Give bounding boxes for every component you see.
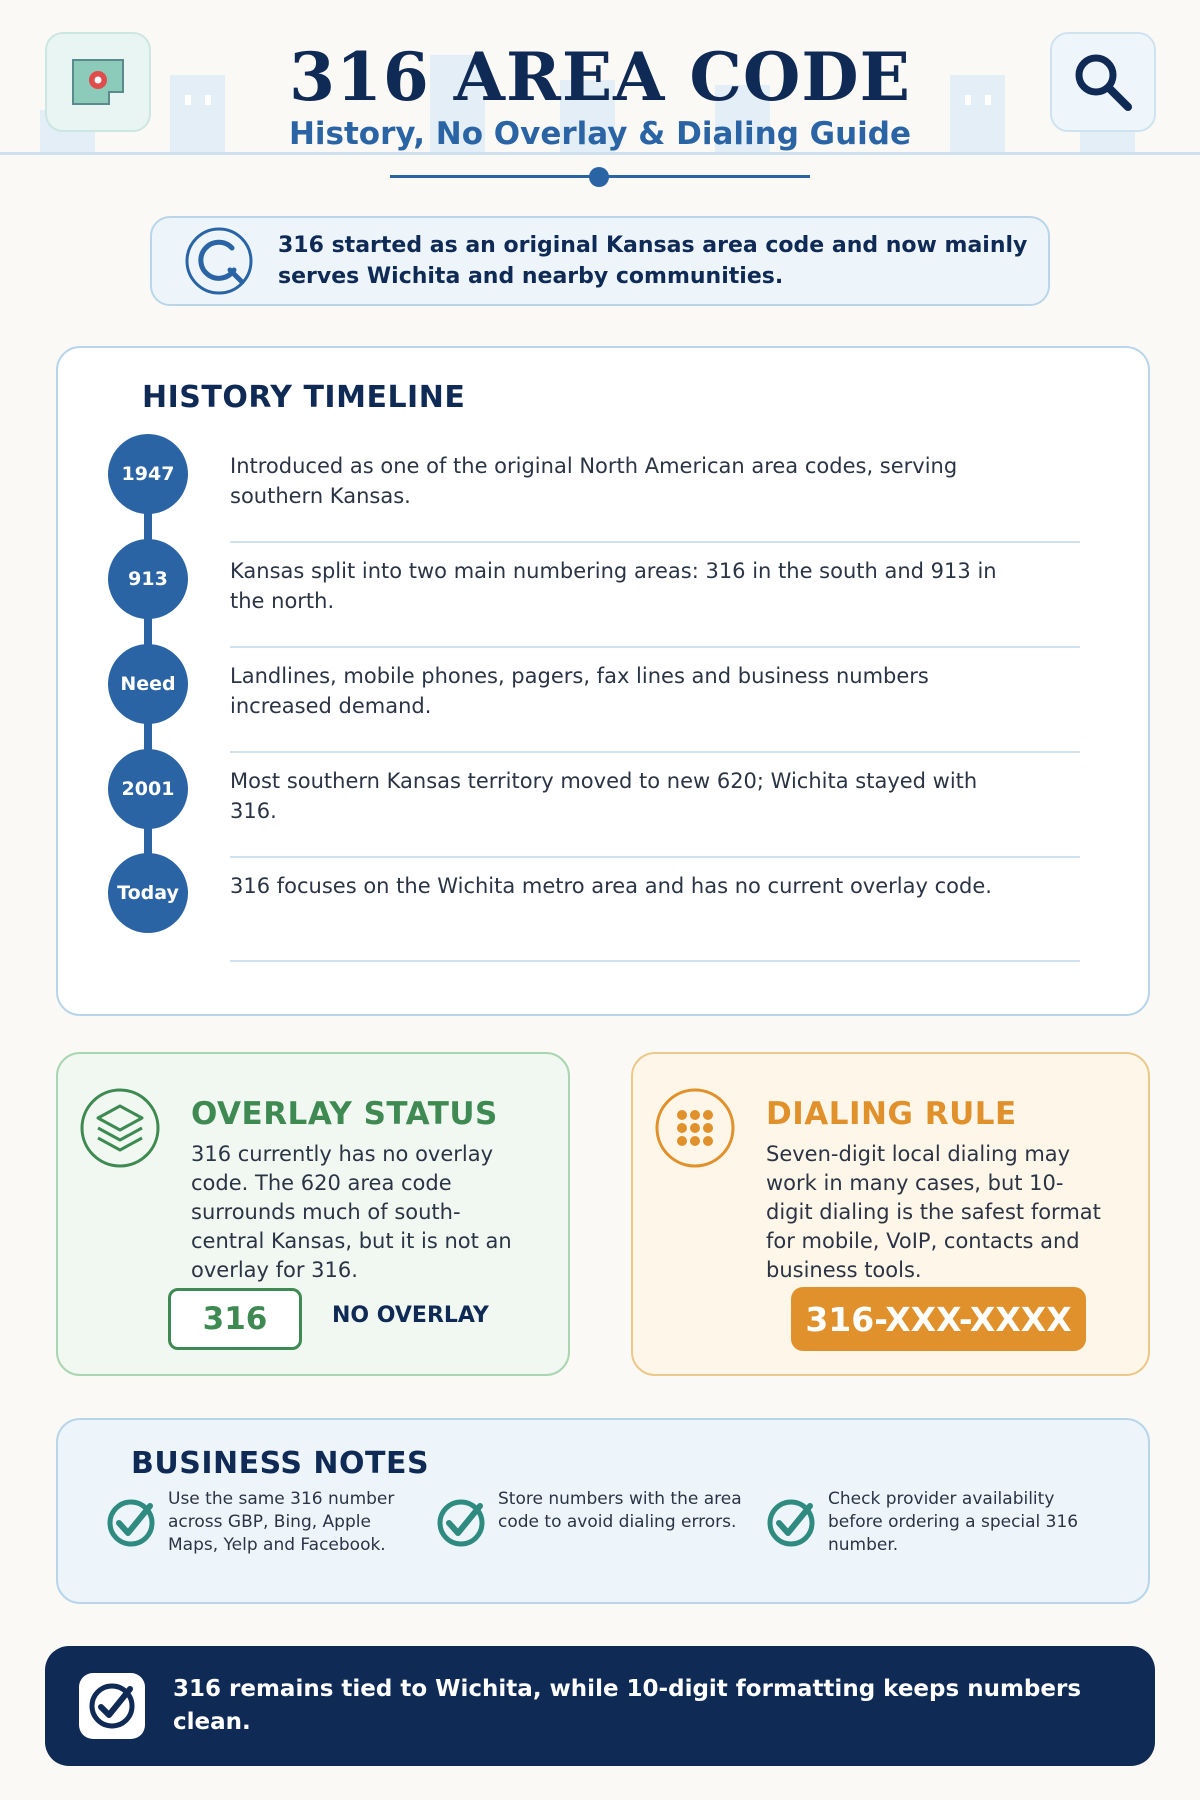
timeline-text: Most southern Kansas territory moved to new 620; Wichita stayed with 316. [230,769,978,823]
timeline-text: 316 focuses on the Wichita metro area and has no current overlay code. [230,874,992,898]
overlay-body: 316 currently has no overlay code. The 620 area code surrounds much of south-central Kansas, but it is not an overlay for 316. [191,1142,512,1282]
overlay-status-label: NO OVERLAY [332,1303,489,1328]
business-note-text: Use the same 316 number across GBP, Bing, Apple Maps, Yelp and Facebook. [168,1489,395,1555]
timeline-heading: HISTORY TIMELINE [142,380,466,415]
dialing-heading: DIALING RULE [766,1096,1017,1132]
timeline-divider [230,646,1080,648]
timeline-divider [230,856,1080,858]
timeline-badge: Need [108,644,188,724]
check-badge-icon [79,1673,145,1739]
layers-icon [80,1088,160,1168]
header-divider [0,152,1200,155]
timeline-divider [230,541,1080,543]
intro-text: 316 started as an original Kansas area code and now mainly serves Wichita and nearby communities. [278,233,1028,289]
page-subtitle: History, No Overlay & Dialing Guide [288,116,912,152]
summary-footer [45,1646,1155,1766]
business-heading: BUSINESS NOTES [131,1446,430,1481]
overlay-heading: OVERLAY STATUS [191,1096,498,1132]
title-underline-dot [589,167,609,187]
business-note-text: Store numbers with the area code to avoid dialing errors. [498,1489,742,1532]
business-note [766,1488,1086,1557]
dialing-format-badge: 316-XXX-XXXX [791,1287,1086,1351]
business-note [106,1488,426,1557]
timeline-text: Kansas split into two main numbering areas: 316 in the south and 913 in the north. [230,559,997,613]
summary-text: 316 remains tied to Wichita, while 10-digit formatting keeps numbers clean. [173,1676,1082,1735]
business-notes-card [56,1418,1150,1604]
timeline-badge: 2001 [108,749,188,829]
timeline-divider [230,751,1080,753]
intro-banner [150,216,1050,306]
timeline-badge: 913 [108,539,188,619]
check-icon [766,1498,816,1548]
timeline-badge: 1947 [108,434,188,514]
business-note-text: Check provider availability before ordering a special 316 number. [828,1489,1079,1555]
keypad-icon [655,1088,735,1168]
dialing-rule-card [631,1052,1150,1376]
area-code-badge: 316 [168,1288,302,1350]
overlay-status-card [56,1052,570,1376]
timeline-badge: Today [108,853,188,933]
timeline-text: Introduced as one of the original North American area codes, serving southern Kansas. [230,454,958,508]
history-timeline-card [56,346,1150,1016]
dialing-body: Seven-digit local dialing may work in many cases, but 10-digit dialing is the safest format for mobile, VoIP, contacts and business tools. [766,1142,1101,1282]
timeline-text: Landlines, mobile phones, pagers, fax lines and business numbers increased demand. [230,664,929,718]
check-icon [106,1498,156,1548]
business-note [436,1488,756,1548]
timeline-divider [230,960,1080,962]
refresh-search-icon [182,224,256,298]
check-icon [436,1498,486,1548]
page-title: 316 AREA CODE [289,38,911,116]
